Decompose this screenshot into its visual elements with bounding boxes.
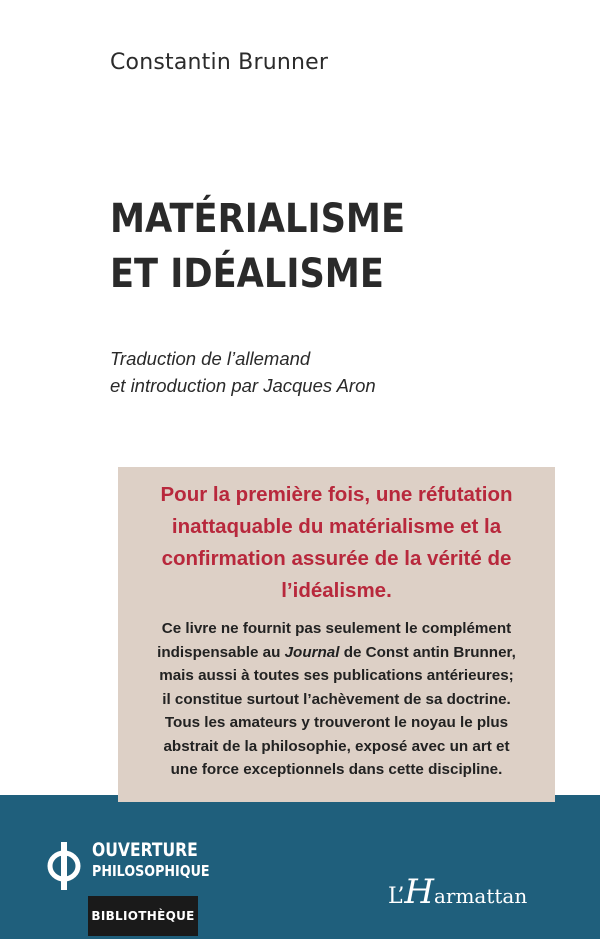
blurb-body [130, 617, 543, 782]
subtitle-line-2: et introduction par Jacques Aron [110, 375, 376, 396]
headline-line-1: Pour la première fois, une réfutation [160, 483, 513, 506]
book-title [110, 192, 497, 302]
headline-line-2: inattaquable du matérialisme et la [171, 515, 502, 538]
body-line-4: il constitue surtout l’achèvement de sa doctrine. [162, 690, 511, 708]
publisher-prefix: L’ [388, 884, 405, 909]
author-name: Constantin Brunner [110, 50, 329, 75]
body-line-2-pre: indispensable au [157, 643, 285, 661]
publisher-logo [388, 860, 568, 910]
body-line-6: abstrait de la philosophie, exposé avec un art et [163, 737, 510, 755]
series-badge: BIBLIOTHÈQUE [88, 896, 198, 936]
body-line-7: une force exceptionnels dans cette discipline. [170, 761, 503, 778]
headline-line-4: l’idéalisme. [281, 579, 392, 602]
blurb-box [118, 467, 555, 802]
phi-symbol-icon [46, 840, 82, 892]
body-line-1: Ce livre ne fournit pas seulement le complément [161, 620, 512, 637]
subtitle-line-1: Traduction de l’allemand [110, 348, 311, 369]
collection-name-line-1: OUVERTURE [92, 839, 198, 861]
publisher-cap: H [404, 872, 434, 912]
headline-line-3: confirmation assurée de la vérité de [161, 547, 512, 570]
body-line-2-post: de Const antin Brunner, [339, 643, 516, 661]
blurb-headline [130, 479, 543, 607]
body-line-5: Tous les amateurs y trouveront le noyau le plus [164, 714, 509, 731]
collection-name [92, 839, 210, 881]
title-line-1: MATÉRIALISME [110, 196, 405, 242]
publisher-rest: armattan [433, 884, 528, 908]
collection-name-line-2: PHILOSOPHIQUE [92, 862, 210, 880]
journal-title: Journal [284, 643, 340, 661]
translator-credit [110, 345, 530, 399]
title-line-2: ET IDÉALISME [110, 251, 384, 297]
body-line-2 [130, 641, 543, 665]
collection-logo [42, 838, 242, 898]
body-line-3: mais aussi à toutes ses publications antérieures; [159, 667, 514, 684]
